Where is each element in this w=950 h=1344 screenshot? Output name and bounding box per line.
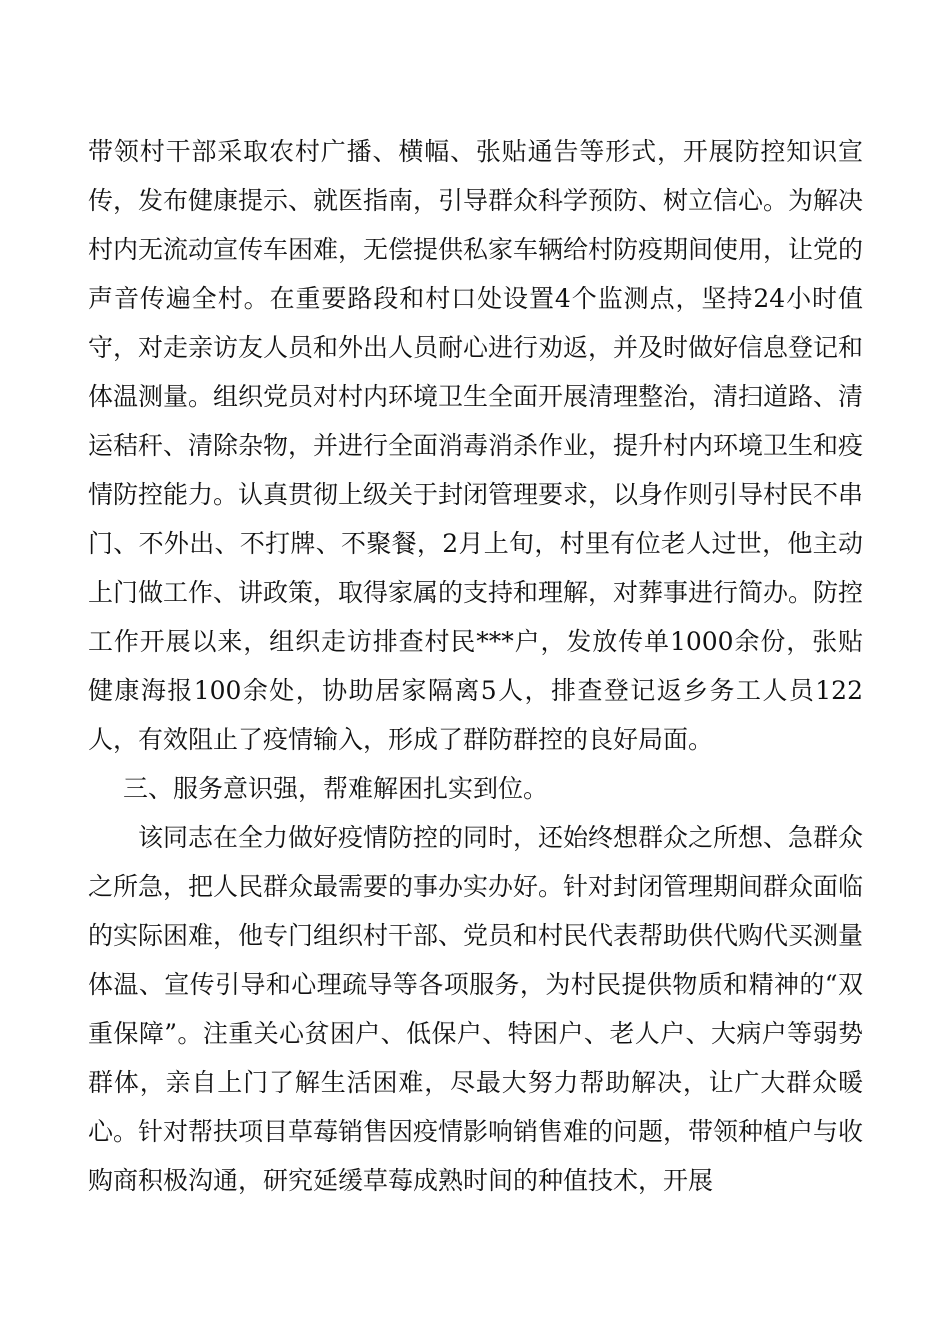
paragraph-epidemic-prevention: 带领村干部采取农村广播、横幅、张贴通告等形式，开展防控知识宣传，发布健康提示、就医指南，引导群众科学预防、树立信心。为解决村内无流动宣传车困难，无偿提供私家车辆给村防疫期间使用，让党的声音传遍全村。在重要路段和村口处设置4个监测点，坚持24小时值守，对走亲访友人员和外出人员耐心进行劝返，并及时做好信息登记和体温测量。组织党员对村内环境卫生全面开展清理整治，清扫道路、清运秸秆、清除杂物，并进行全面消毒消杀作业，提升村内环境卫生和疫情防控能力。认真贯彻上级关于封闭管理要求，以身作则引导村民不串门、不外出、不打牌、不聚餐，2月上旬，村里有位老人过世，他主动上门做工作、讲政策，取得家属的支持和理解，对葬事进行简办。防控工作开展以来，组织走访排查村民***户，发放传单1000余份，张贴健康海报100余处，协助居家隔离5人，排查登记返乡务工人员122人，有效阻止了疫情输入，形成了群防群控的良好局面。 <box>88 137 864 754</box>
paragraph-service-details: 该同志在全力做好疫情防控的同时，还始终想群众之所想、急群众之所急，把人民群众最需要的事办实办好。针对封闭管理期间群众面临的实际困难，他专门组织村干部、党员和村民代表帮助供代购代买测量体温、宣传引导和心理疏导等各项服务，为村民提供物质和精神的“双重保障”。注重关心贫困户、低保户、特困户、老人户、大病户等弱势群体，亲自上门了解生活困难，尽最大努力帮助解决，让广大群众暖心。针对帮扶项目草莓销售因疫情影响销售难的问题，带领种植户与收购商积极沟通，研究延缓草莓成熟时间的种值技术，开展 <box>88 823 864 1195</box>
document-page <box>88 127 863 1205</box>
section-heading-service: 三、服务意识强，帮难解困扎实到位。 <box>123 774 549 803</box>
